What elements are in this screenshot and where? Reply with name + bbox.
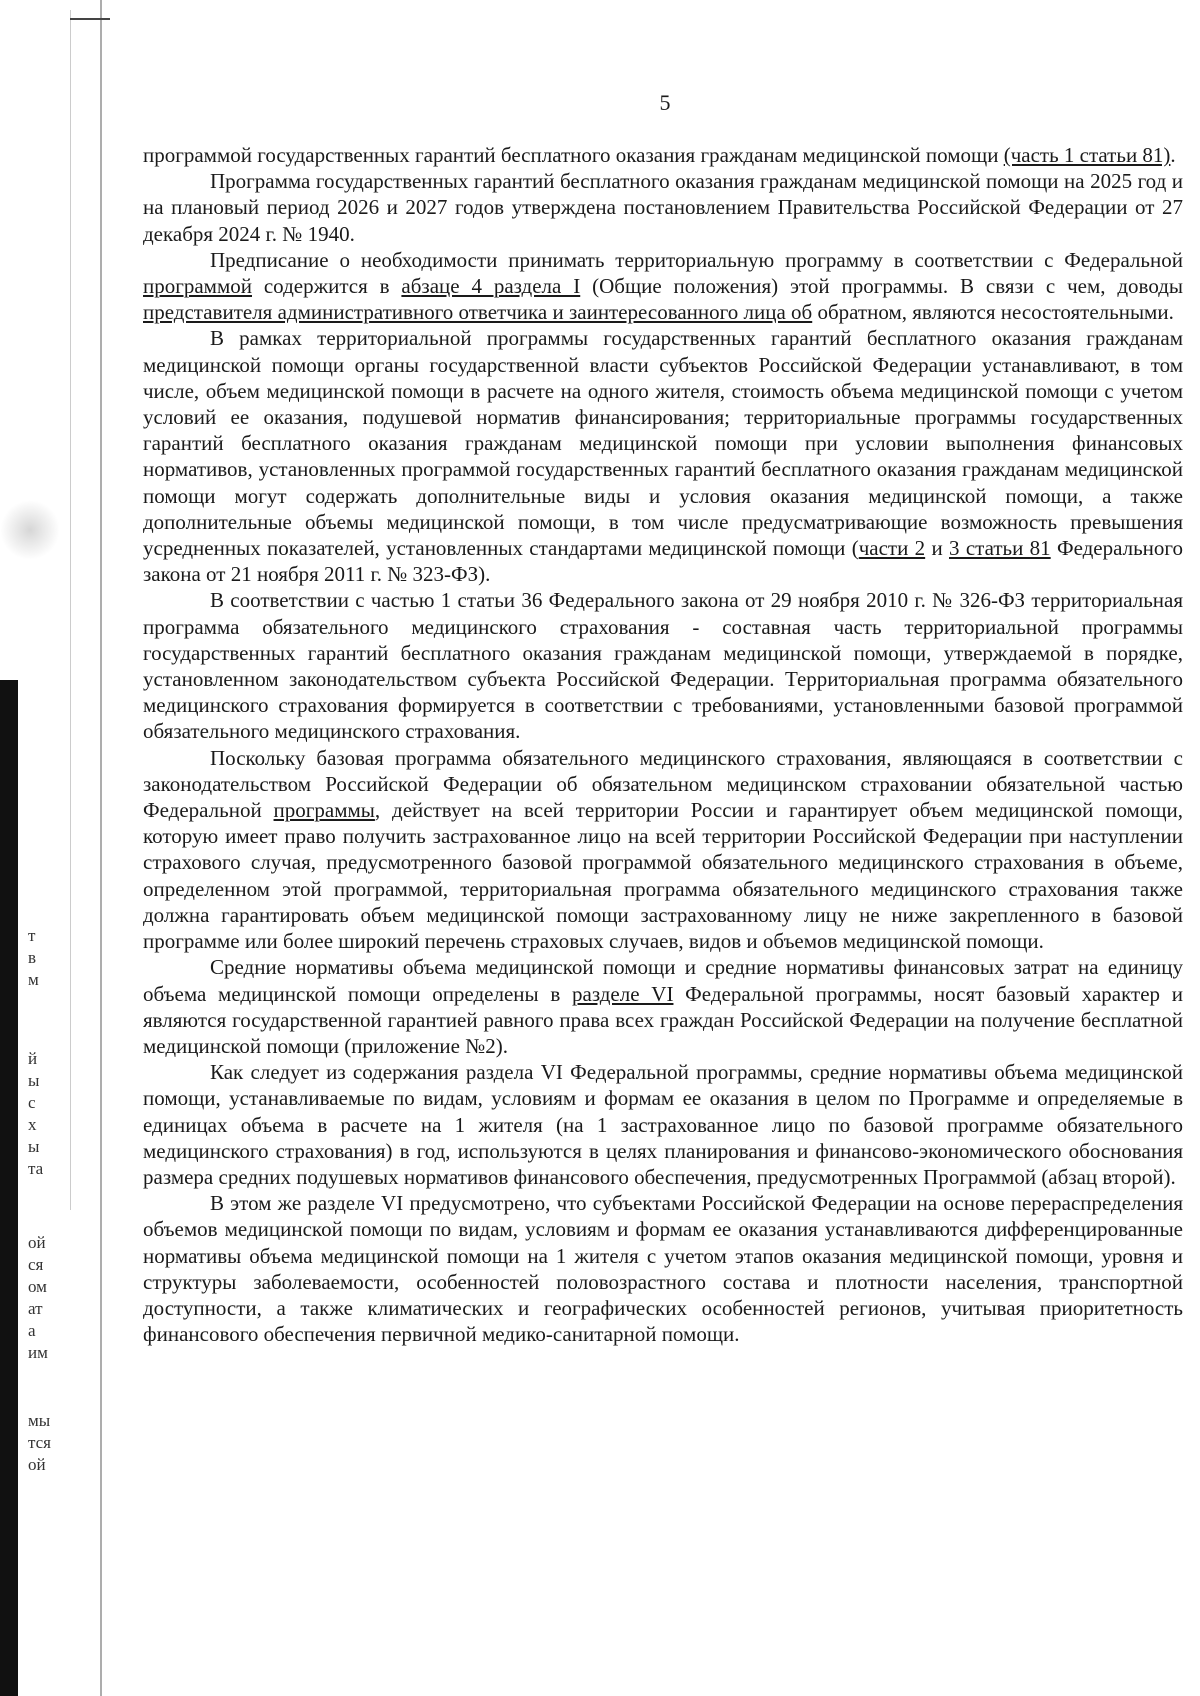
paragraph [143, 1059, 1183, 1190]
paragraph [143, 1190, 1183, 1347]
law-reference-link[interactable]: программой [143, 274, 252, 299]
paragraph-text: обратном, являются несостоятельными. [812, 300, 1174, 325]
paragraph [143, 587, 1183, 744]
paragraph-text: Федеральной программы, носят базовый характер и являются государственной гарантией равного права всех граждан Российской Федерации на получение бесплатной медицинской помощи (приложение №2). [143, 981, 1183, 1058]
law-reference-link[interactable]: (часть 1 статьи 81) [1003, 143, 1171, 167]
law-reference-link[interactable]: 3 статьи 81 [949, 536, 1051, 561]
paragraph-text: содержится в [252, 274, 402, 299]
paragraph-text: Федерального закона от 21 ноября 2011 г. № 323-ФЗ). [143, 536, 1184, 587]
paragraph [143, 247, 1183, 326]
paragraph [143, 325, 1183, 587]
margin-fragment: й ы с х ы та [28, 1049, 44, 1178]
paragraph-text: Программа государственных гарантий бесплатного оказания гражданам медицинской помощи на 2025 год и на плановый период 2026 и 2027 годов утверждена постановлением Правительства Российской Федерации от 27 декабря 2024 г. № 1940. [143, 169, 1183, 246]
law-reference-link[interactable]: абзаце 4 раздела I [401, 274, 581, 299]
margin-fragment: т в м [28, 926, 39, 989]
paragraph-text: В рамках территориальной программы государственных гарантий бесплатного оказания гражданам медицинской помощи органы государственной власти субъектов Российской Федерации устанавливают, в том числе, объем медицинской помощи в расчете на одного жителя, стоимость объема медицинской помощи с учетом условий ее оказания, подушевой норматив финансирования; территориальные программы государственных гарантий бесплатного оказания гражданам медицинской помощи при условии выполнения финансовых нормативов, установленных программой государственных гарантий бесплатного оказания гражданам медицинской помощи могут содержать дополнительные виды и условия оказания медицинской помощи, а также дополнительные объемы медицинской помощи, в том числе предусматривающие возможность превышения усредненных показателей, установленных стандартами медицинской помощи ( [143, 326, 1183, 561]
paragraph-text: В соответствии с частью 1 статьи 36 Федерального закона от 29 ноября 2010 г. № 326-ФЗ территориальная программа обязательного медицинского страхования - составная часть территориальной программы государственных гарантий бесплатного оказания гражданам медицинской помощи, утверждаемой в порядке, установленном законодательством субъекта Российской Федерации. Территориальная программа обязательного медицинского страхования формируется в соответствии с требованиями, установленными базовой программой обязательного медицинского страхования. [143, 588, 1183, 744]
law-reference-link[interactable]: разделе VI [572, 981, 674, 1006]
scan-edge-shadow [0, 680, 18, 1696]
law-reference-link[interactable]: программы [273, 798, 375, 823]
paragraph [143, 745, 1183, 955]
paragraph-text: программой государственных гарантий бесплатного оказания гражданам медицинской помощи [143, 143, 1004, 167]
paragraph-text: Средние нормативы объема медицинской помощи и средние нормативы финансовых затрат на единицу объема медицинской помощи определены в [143, 955, 1183, 1006]
paragraph [143, 142, 1183, 168]
paragraph-text: В этом же разделе VI предусмотрено, что субъектами Российской Федерации на основе перераспределения объемов медицинской помощи по видам, условиям и формам ее оказания устанавливаются дифференцированные нормативы объема медицинской помощи на 1 жителя с учетом этапов оказания медицинской помощи, уровня и структуры заболеваемости, особенностей половозрастного состава и плотности населения, транспортной доступности, а также климатических и географических особенностей регионов, учитывая приоритетность финансового обеспечения первичной медико-санитарной помощи. [143, 1191, 1183, 1347]
law-reference-link[interactable]: части 2 [858, 536, 926, 561]
scan-smudge [0, 500, 60, 560]
paragraph-text: Как следует из содержания раздела VI Федеральной программы, средние нормативы объема медицинской помощи, устанавливаемые по видам, условиям и формам ее оказания в целом по Программе и определяемые в единицах объема в расчете на 1 жителя (на 1 застрахованное лицо по базовой программе обязательного медицинского страхования) в год, используются в целях планирования и финансово-экономического обоснования размера средних подушевых нормативов финансового обеспечения, предусмотренных Программой (абзац второй). [143, 1060, 1183, 1189]
scan-top-mark [70, 18, 110, 20]
scan-margin-line [100, 0, 102, 1696]
paragraph-text: . [1170, 143, 1176, 167]
handwritten-underline: представителя административного ответчика и заинтересованного лица об [143, 300, 813, 325]
paragraph-text: (Общие положения) этой программы. В связи с чем, доводы [580, 274, 1184, 299]
paragraph [143, 168, 1183, 247]
scan-margin-line [70, 10, 71, 1210]
paragraph-text: Предписание о необходимости принимать территориальную программу в соответствии с Федеральной [210, 247, 1183, 272]
page-number: 5 [659, 90, 671, 115]
paragraph-text: , действует на всей территории России и гарантирует объем медицинской помощи, которую имеет право получить застрахованное лицо на всей территории Российской Федерации при наступлении страхового случая, предусмотренного базовой программой обязательного медицинского страхования в объеме, определенном этой программой, территориальная программа обязательного медицинского страхования также должна гарантировать объем медицинской помощи застрахованному лицу не ниже закрепленного в базовой программе или более широкий перечень страховых случаев, видов и объемов медицинской помощи. [143, 798, 1183, 954]
body-text [143, 142, 1183, 1347]
margin-fragment: ой ся ом ат а им [28, 1233, 48, 1362]
paragraph [143, 954, 1183, 1059]
paragraph-text: Поскольку базовая программа обязательного медицинского страхования, являющаяся в соответствии с законодательством Российской Федерации об обязательном медицинском страховании обязательной частью Федеральной [143, 745, 1183, 823]
margin-fragment: мы тся ой [28, 1411, 52, 1474]
paragraph-text: и [925, 536, 950, 561]
